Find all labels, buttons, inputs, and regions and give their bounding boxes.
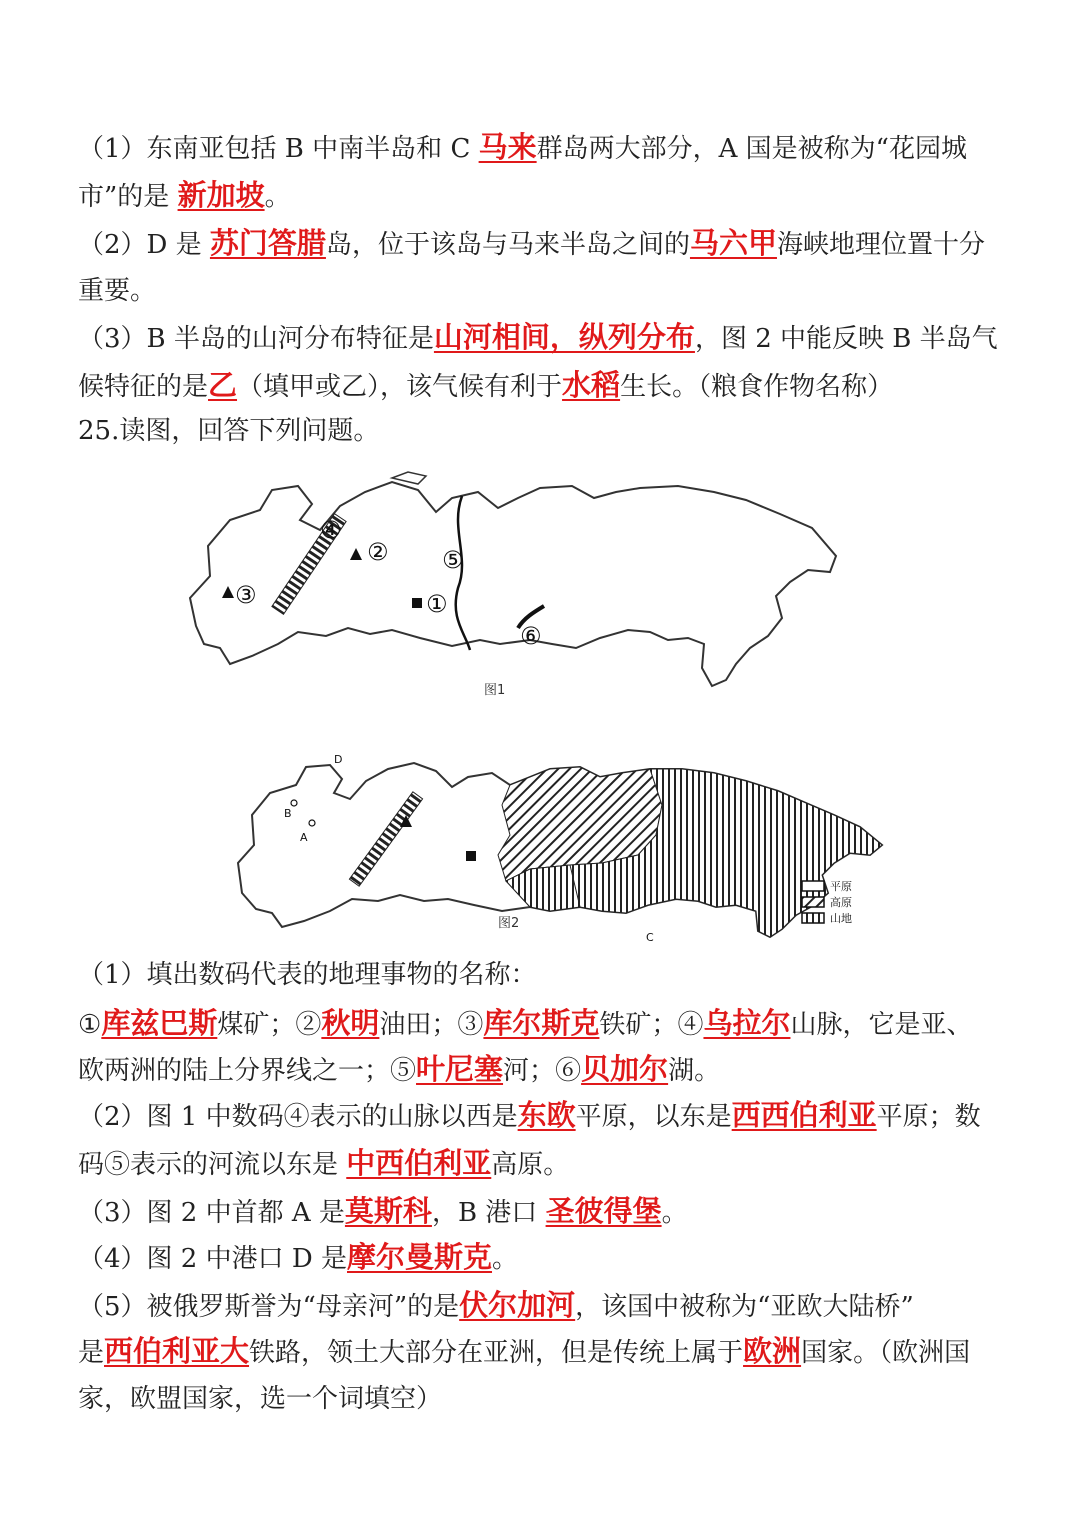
answer-baikal: 贝加尔 — [581, 1052, 669, 1086]
map2-legend — [802, 880, 852, 925]
text: 。 — [661, 1198, 688, 1228]
answer-west-siberia: 西西伯利亚 — [731, 1098, 877, 1132]
text: （1）东南亚包括 B 中南半岛和 C — [78, 134, 479, 164]
text: 欧两洲的陆上分界线之一； — [78, 1056, 391, 1086]
map2-label-B: B — [284, 807, 292, 820]
text: （4）图 2 中港口 D 是 — [78, 1244, 347, 1274]
text: 是 — [78, 1338, 105, 1368]
text: 码⑤表示的河流以东是 — [78, 1150, 347, 1180]
q25-title: 25.读图，回答下列问题。 — [78, 416, 380, 446]
answer-yenisei: 叶尼塞 — [416, 1052, 504, 1086]
map1-label-5: ⑤ — [442, 546, 464, 574]
q25-p5-line3 — [78, 1382, 442, 1416]
q25-p4-line — [78, 1240, 518, 1276]
text: 煤矿； — [217, 1010, 296, 1040]
text: ，该国中被称为“亚欧大陆桥” — [575, 1292, 914, 1322]
novaya-zemlya — [392, 472, 426, 484]
num: ⑤ — [390, 1056, 417, 1086]
text: 重要。 — [78, 276, 157, 306]
q25-p2-line1 — [78, 1098, 981, 1134]
num: ④ — [677, 1010, 704, 1040]
answer-tyumen: 秋明 — [321, 1006, 380, 1040]
num: ① — [78, 1010, 102, 1040]
answer-yi: 乙 — [208, 368, 238, 402]
text: 油田； — [379, 1010, 458, 1040]
answer-kuzbass: 库兹巴斯 — [101, 1006, 218, 1040]
answer-trans-siberian: 西伯利亚大 — [104, 1334, 250, 1368]
q25-p1-line3 — [78, 1052, 720, 1088]
map2-label-C: C — [646, 931, 654, 944]
text: （2）D 是 — [78, 230, 210, 260]
num: ② — [295, 1010, 322, 1040]
map-figure-1 — [180, 468, 860, 718]
text: 铁路，领土大部分在亚洲，但是传统上属于 — [249, 1338, 744, 1368]
text: （1）填出数码代表的地理事物的名称： — [78, 960, 537, 990]
q24-p2-line1 — [78, 226, 985, 262]
map2-label-A: A — [300, 831, 308, 844]
map1-caption: 图1 — [484, 683, 506, 698]
map1-label-2: ② — [367, 538, 389, 566]
answer-sumatra: 苏门答腊 — [209, 226, 326, 260]
text: 高原。 — [491, 1150, 570, 1180]
answer-central-siberia: 中西伯利亚 — [346, 1146, 492, 1180]
answer-mountain-river: 山河相间，纵列分布 — [433, 320, 695, 354]
answer-malay: 马来 — [478, 130, 537, 164]
q24-p1-line1 — [78, 130, 967, 166]
text: 平原；数 — [876, 1102, 981, 1132]
map2-label-D: D — [334, 753, 343, 766]
text: （5）被俄罗斯誉为“母亲河”的是 — [78, 1292, 460, 1322]
map-figure-2 — [230, 745, 920, 945]
q25-p3-line — [78, 1194, 688, 1230]
q24-p3-line1 — [78, 320, 998, 356]
answer-malacca: 马六甲 — [689, 226, 777, 260]
text: ，图 2 中能反映 B 半岛气 — [694, 324, 998, 354]
text: 平原，以东是 — [575, 1102, 732, 1132]
map1-label-4: ④ — [320, 516, 342, 544]
legend-mountain: 山地 — [830, 912, 852, 925]
legend-plateau: 高原 — [830, 896, 852, 909]
text: 铁矿； — [599, 1010, 678, 1040]
answer-east-europe: 东欧 — [517, 1098, 576, 1132]
q24-p3-line2 — [78, 368, 893, 404]
text: （2）图 1 中数码④表示的山脉以西是 — [78, 1102, 518, 1132]
text: 岛，位于该岛与马来半岛之间的 — [325, 230, 690, 260]
kuzbass-mark — [412, 598, 422, 608]
text: 候特征的是 — [78, 372, 209, 402]
answer-st-petersburg: 圣彼得堡 — [545, 1194, 662, 1228]
kuzbass-mark-2 — [466, 851, 476, 861]
answer-kursk: 库尔斯克 — [483, 1006, 600, 1040]
answer-rice: 水稻 — [562, 368, 621, 402]
answer-volga: 伏尔加河 — [459, 1288, 576, 1322]
text: 。 — [264, 182, 291, 212]
num: ③ — [457, 1010, 484, 1040]
map1-label-6: ⑥ — [520, 622, 542, 650]
text: 市”的是 — [78, 182, 178, 212]
answer-europe: 欧洲 — [743, 1334, 802, 1368]
text: 。 — [492, 1244, 519, 1274]
map1-label-3: ③ — [235, 581, 257, 609]
text: 家，欧盟国家，选一个词填空） — [78, 1384, 443, 1414]
q24-p2-line2 — [78, 274, 156, 308]
q25-p5-line1 — [78, 1288, 914, 1324]
text: （3）图 2 中首都 A 是 — [78, 1198, 345, 1228]
text: 山脉，它是亚、 — [790, 1010, 973, 1040]
answer-murmansk: 摩尔曼斯克 — [347, 1240, 493, 1274]
text: 生长。（粮食作物名称） — [620, 372, 894, 402]
text: （填甲或乙），该气候有利于 — [237, 372, 563, 402]
q25-p2-line2 — [78, 1146, 569, 1182]
text: 国家。（欧洲国 — [801, 1338, 971, 1368]
map1-label-1: ① — [426, 590, 448, 618]
answer-singapore: 新加坡 — [177, 178, 265, 212]
q25-p1-line2 — [78, 1006, 972, 1042]
q25-p5-line2 — [78, 1334, 970, 1370]
q25-p1-line1 — [78, 958, 537, 992]
text: 湖。 — [668, 1056, 721, 1086]
text: 群岛两大部分，A 国是被称为“花园城 — [536, 134, 967, 164]
text: ，B 港口 — [431, 1198, 546, 1228]
answer-ural: 乌拉尔 — [703, 1006, 791, 1040]
text: （3）B 半岛的山河分布特征是 — [78, 324, 434, 354]
q24-p1-line2 — [78, 178, 291, 214]
text: 海峡地理位置十分 — [776, 230, 985, 260]
legend-plain: 平原 — [830, 880, 852, 893]
text: 河； — [503, 1056, 556, 1086]
num: ⑥ — [555, 1056, 582, 1086]
map2-caption: 图2 — [498, 916, 520, 931]
answer-moscow: 莫斯科 — [344, 1194, 432, 1228]
